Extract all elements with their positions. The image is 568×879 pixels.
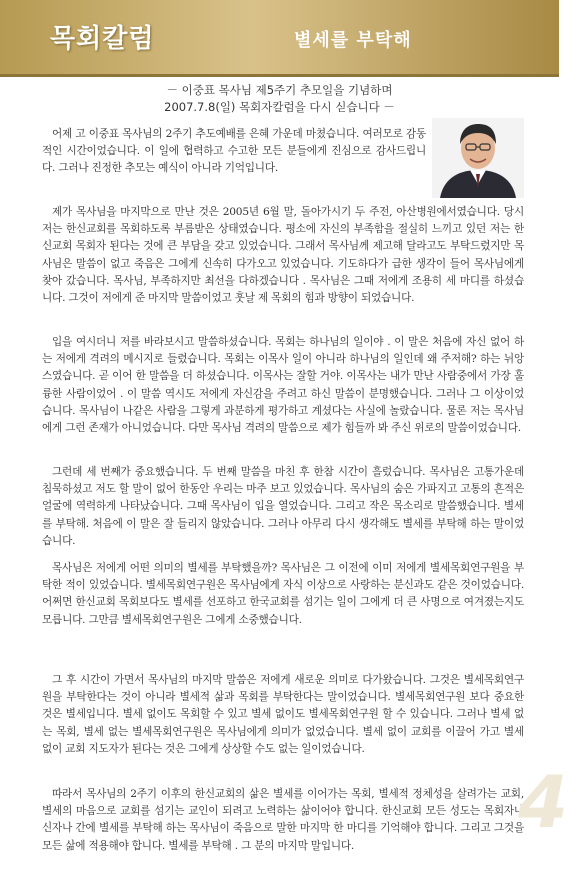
column-paragraph: 어제 고 이중표 목사님의 2주기 추도예배를 은혜 가운데 마쳤습니다. 여러모로 감동적인 시간이었습니다. 이 일에 협력하고 수고한 모든 분들에게 진심으로 감사드립니다. 그러나 진정한 추모는 예식이 아니라 기억입니다. (42, 128, 426, 175)
column-title: 목회칼럼 (50, 24, 155, 54)
column-paragraph: 제가 목사님을 마지막으로 만난 것은 2005년 6월 말, 돌아가시기 두 주전, 아산병원에서였습니다. 당시 저는 한신교회를 목회하도록 부름받은 상태였습니다. 평소에 자신의 부족함을 절실히 느끼고 있던 저는 한신교회 목회자 된다는 것에 큰 부담을 갖고 있었습니다. 그래서 목사님께 제고해 달라고도 부탁드렸지만 목사님은 말씀이 없고 죽음은 그에게 신속히 다가오고 있었습니다. 기도하다가 급한 생각이 들어 목사님에게 찾아 갔습니다. 목사님, 부족하지만 최선을 다하겠습니다 . 목사님은 그때 저에게 조용히 세 마디를 하셨습니다. 그것이 저에게 준 마지막 말씀이었고 훗날 제 목회의 힘과 방향이 되었습니다. (42, 206, 524, 305)
column-paragraph: 그 후 시간이 가면서 목사님의 마지막 말씀은 저에게 새로운 의미로 다가왔습니다. 그것은 별세목회연구원을 부탁한다는 것이 아니라 별세적 삶과 목회를 부탁한다는 말이었습니다. 별세목회연구원 보다 중요한 것은 별세입니다. 별세 없이도 목회할 수 있고 별세 없이도 별세목회연구원 할 수 있습니다. 그러나 별세 없는 목회, 별세 없는 별세목회연구원은 목사님에게 의미가 없었습니다. 별세 없이 교회를 이끌어 가고 별세 없이 교회 지도자가 된다는 것은 그에게 상상할 수도 없는 일이었습니다. (42, 674, 524, 755)
column-subtitle: 별세를 부탁해 (294, 30, 412, 51)
column-paragraph: 그런데 세 번째가 중요했습니다. 두 번째 말씀을 마친 후 한참 시간이 흘렀습니다. 목사님은 고통가운데 침묵하셨고 저도 할 말이 없어 한동안 우리는 마주 보고 있었습니다. 목사님의 숨은 가파지고 고통의 흔적은 얼굴에 역력하게 나타났습니다. 그때 목사님이 입을 열었습니다. 그리고 작은 목소리로 말씀했습니다. 별세를 부탁해. 처음에 이 말은 잘 들리지 않았습니다. 그러나 아무리 다시 생각해도 별세를 부탁해 하는 말이었습니다. (42, 466, 524, 547)
page-number: 4 (518, 760, 568, 844)
column-paragraph: 입을 여시더니 저를 바라보시고 말씀하셨습니다. 목회는 하나님의 일이야 . 이 말은 처음에 자신 없어 하는 저에게 격려의 메시지로 들렸습니다. 목회는 이목사 일이 아니라 하나님의 일인데 왜 주저해? 하는 뉘앙스였습니다. 곧 이어 한 말씀을 더 하셨습니다. 이목사는 잘할 거야. 이목사는 내가 만난 사람중에서 가장 훌륭한 사람이었어 . 이 말씀 역시도 저에게 자신감을 주려고 하신 말씀이 분명했습니다. 그러나 그 이상이었습니다. 목사님이 나같은 사람을 그렇게 과분하게 평가하고 계셨다는 사실에 놀랐습니다. 물론 저는 목사님에게 그런 존재가 아니었습니다. 다만 목사님 격려의 말씀으로 제가 힘들까 봐 주신 위로의 말씀이었습니다. (42, 336, 524, 435)
column-paragraph: 따라서 목사님의 2주기 이후의 한신교회의 삶은 별세를 이어가는 목회, 별세적 정체성을 살려가는 교회, 별세의 마음으로 교회를 섬기는 교인이 되려고 노력하는 삶이어야 합니다. 한신교회 모든 성도는 목회자나 신자나 간에 별세를 부탁해 하는 목사님이 죽음으로 말한 마지막 한 마디를 기억해야 합니다. 그리고 그것을 모든 삶에 적용해야 합니다. 별세를 부탁해 . 그 분의 마지막 말입니다. (42, 788, 524, 852)
column-paragraph: 목사님은 저에게 어떤 의미의 별세를 부탁했을까? 목사님은 그 이전에 이미 저에게 별세목회연구원을 부탁한 적이 있었습니다. 별세목회연구원은 목사님에게 자식 이상으로 사랑하는 분신과도 같은 것이었습니다. 어쩌면 한신교회 목회보다도 별세를 선포하고 한국교회를 섬기는 일이 그에게 더 큰 사명으로 여겨졌는지도 모릅니다. 그만큼 별세목회연구원은 그에게 소중했습니다. (42, 562, 524, 626)
intro-block (0, 82, 559, 116)
author-photo (432, 118, 524, 198)
author-portrait-icon (432, 118, 524, 198)
column-header (0, 0, 559, 77)
intro-line-2: 2007.7.8(일) 목회자칼럼을 다시 싣습니다 － (164, 100, 395, 114)
intro-line-1: － 이중표 목사님 제5주기 추모일을 기념하며 (166, 83, 393, 97)
